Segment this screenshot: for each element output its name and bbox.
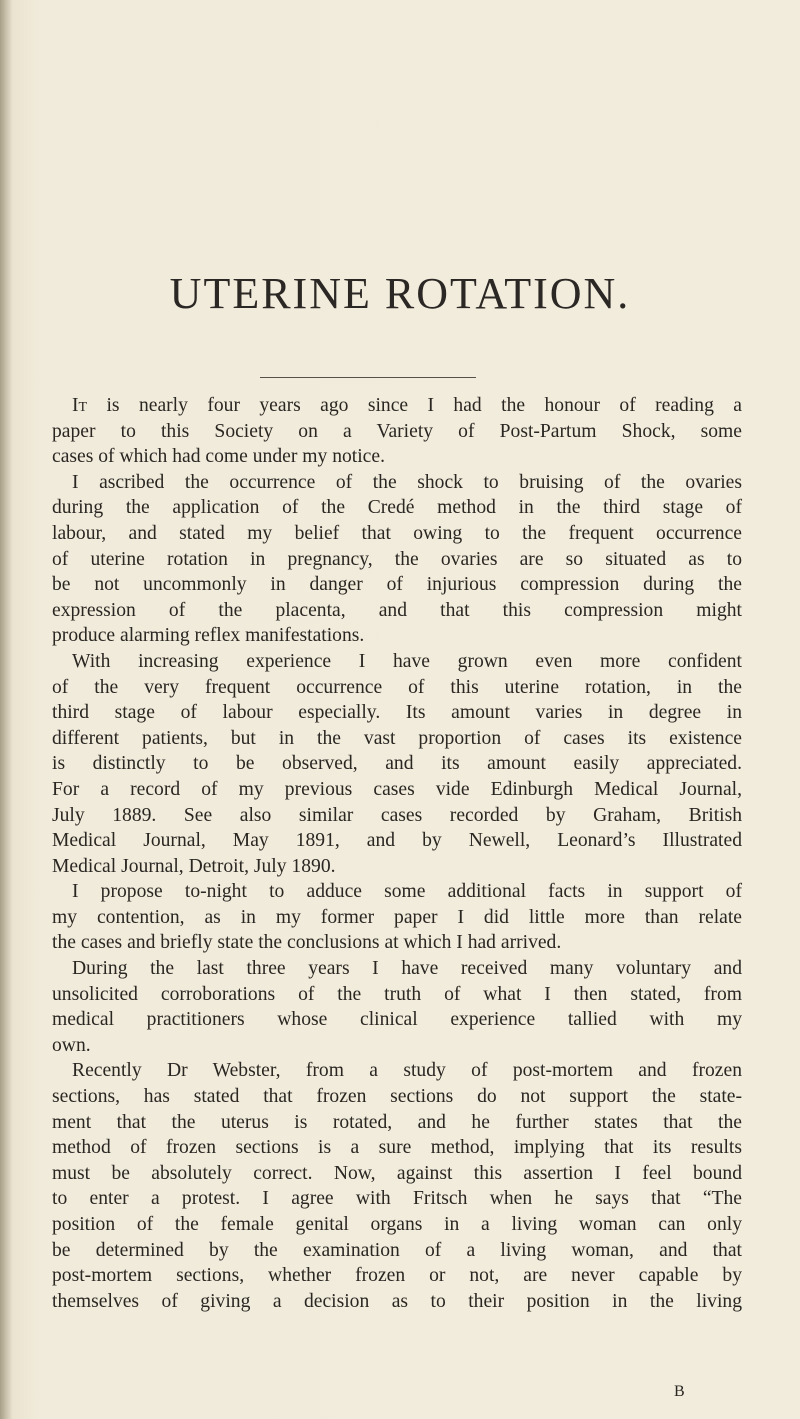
title-rule	[260, 377, 476, 378]
text-line: third stage of labour especially. Its amount varies in degree in	[52, 702, 742, 724]
text-line: labour, and stated my belief that owing to the frequent occurrence	[52, 522, 742, 544]
text-line: Medical Journal, Detroit, July 1890.	[52, 855, 336, 877]
text-line: to enter a protest. I agree with Fritsch when he says that “The	[52, 1188, 742, 1210]
text-line: paper to this Society on a Variety of Post-Partum Shock, some	[52, 420, 742, 442]
text-line: of uterine rotation in pregnancy, the ovaries are so situated as to	[52, 548, 742, 570]
text-line: Medical Journal, May 1891, and by Newell, Leonard’s Illustrated	[52, 830, 742, 852]
text-line: different patients, but in the vast proportion of cases its existence	[52, 727, 742, 749]
text-line: position of the female genital organs in a living woman can only	[52, 1214, 742, 1235]
text-line: ment that the uterus is rotated, and he further states that the	[52, 1111, 742, 1133]
text-line: cases of which had come under my notice.	[52, 446, 385, 468]
text-line: Recently Dr Webster, from a study of post-mortem and frozen	[72, 1060, 742, 1082]
text-line: be not uncommonly in danger of injurious compression during the	[52, 574, 742, 596]
text-line: themselves of giving a decision as to their position in the living	[52, 1290, 742, 1312]
text-line: During the last three years I have received many voluntary and	[72, 958, 742, 980]
opening-small-caps: It	[72, 395, 88, 416]
text-line: method of frozen sections is a sure method, implying that its results	[52, 1137, 742, 1159]
text-line: For a record of my previous cases vide Edinburgh Medical Journal,	[52, 778, 742, 800]
text-line: post-mortem sections, whether frozen or not, are never capable by	[52, 1265, 742, 1287]
text-line: unsolicited corroborations of the truth of what I then stated, from	[52, 983, 742, 1005]
text-line: July 1889. See also similar cases recorded by Graham, British	[52, 804, 742, 826]
text-line: during the application of the Credé method in the third stage of	[52, 497, 742, 519]
text-line: expression of the placenta, and that this compression might	[52, 599, 742, 621]
text-line: must be absolutely correct. Now, against this assertion I feel bound	[52, 1162, 742, 1184]
page-title: UTERINE ROTATION.	[169, 269, 631, 318]
text-line: my contention, as in my former paper I did little more than relate	[52, 906, 742, 928]
page-gutter	[0, 0, 12, 1419]
text-line: be determined by the examination of a living woman, and that	[52, 1239, 742, 1261]
text-line: produce alarming reflex manifestations.	[52, 625, 365, 647]
body-text	[52, 393, 742, 1314]
text-line: I ascribed the occurrence of the shock to bruising of the ovaries	[72, 471, 742, 493]
text-line: the cases and briefly state the conclusions at which I had arrived.	[52, 932, 562, 954]
signature-mark: B	[674, 1383, 685, 1400]
text-line: sections, has stated that frozen sections do not support the state-	[52, 1086, 742, 1108]
text-line: medical practitioners whose clinical experience tallied with my	[52, 1009, 742, 1031]
text-line: own.	[52, 1034, 91, 1056]
text-line: of the very frequent occurrence of this uterine rotation, in the	[52, 676, 742, 698]
text-line: I propose to-night to adduce some additional facts in support of	[72, 881, 742, 903]
text-line: It is nearly four years ago since I had the honour of reading a	[72, 395, 742, 416]
text-line: With increasing experience I have grown even more confident	[72, 650, 742, 672]
text-line: is distinctly to be observed, and its amount easily appreciated.	[52, 753, 742, 775]
